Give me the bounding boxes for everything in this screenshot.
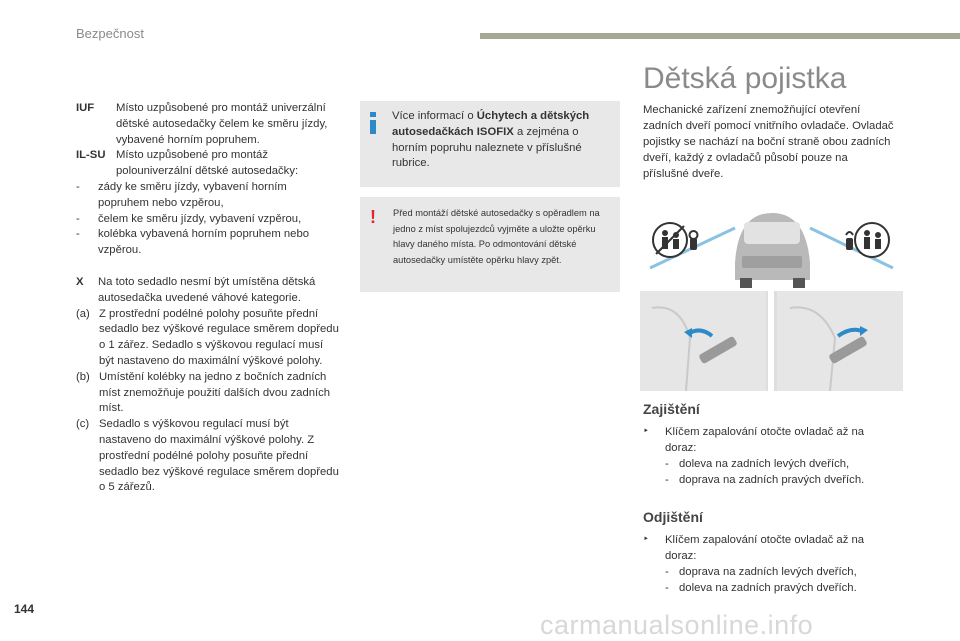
def-desc: Místo uzpůsobené pro montáž polouniverzální dětské autosedačky: xyxy=(116,149,299,178)
note-label: (a) xyxy=(76,307,90,320)
list-item: - doleva na zadních levých dveřích, xyxy=(643,456,893,472)
list-item: - doprava na zadních levých dveřích, xyxy=(643,564,893,580)
child-lock-locked-icon xyxy=(653,223,698,257)
bullet-icon: ‣ xyxy=(643,534,649,545)
warning-text: Před montáží dětské autosedačky s opěradlem na jedno z míst spolujezdců vyjměte a uložte opěrku hlavy daného místa. Po odmontování dětské autosedačky umístěte opěrku hlavy zpět. xyxy=(393,208,600,265)
note-c xyxy=(76,417,340,496)
list-item: - čelem ke směru jízdy, vybavení vzpěrou, xyxy=(76,212,340,228)
intro-text: Mechanické zařízení znemožňující otevření zadních dveří pomocí vnitřního ovladače. Ovladač pojistky se nachází na boční straně obou zadních dveří, každý z ovladačů působí pouze na příslušné dveře. xyxy=(643,104,894,180)
list-item-text: čelem ke směru jízdy, vybavení vzpěrou, xyxy=(98,212,302,225)
page-number: 144 xyxy=(14,602,35,616)
list-item xyxy=(643,532,893,564)
section-title: Bezpečnost xyxy=(76,26,144,41)
list-item xyxy=(643,424,893,456)
lock-title: Zajištění xyxy=(643,401,700,417)
list-item: - doleva na zadních pravých dveřích. xyxy=(643,580,893,596)
note-label: (c) xyxy=(76,418,90,431)
seat-legend xyxy=(76,101,340,496)
list-item-text: doprava na zadních pravých dveřích. xyxy=(679,474,865,486)
info-text: Více informací o Úchytech a dětských autosedačkách ISOFIX a zejména o horním popruhu naleznete v příslušné rubrice. xyxy=(392,110,590,170)
note-label: (b) xyxy=(76,370,90,383)
def-x xyxy=(76,275,340,307)
unlock-steps xyxy=(643,532,893,596)
list-item: - doprava na zadních pravých dveřích. xyxy=(643,472,893,488)
child-lock-unlocked-icon xyxy=(846,223,889,257)
info-box xyxy=(360,101,620,187)
def-desc: Na toto sedadlo nesmí být umístěna dětská autosedačka uvedené váhové kategorie. xyxy=(98,275,316,304)
page-title: Dětská pojistka xyxy=(643,62,847,95)
def-desc: Místo uzpůsobené pro montáž univerzální dětské autosedačky čelem ke směru jízdy, vybavené horním popruhem. xyxy=(116,102,328,146)
watermark: carmanualsonline.info xyxy=(540,610,814,640)
def-term: X xyxy=(76,275,84,288)
step-text: Klíčem zapalování otočte ovladač až na doraz: xyxy=(665,426,865,454)
list-item-text: zády ke směru jízdy, vybavení horním popruhem nebo vzpěrou, xyxy=(98,180,287,209)
car-rear-view-icon xyxy=(735,213,810,288)
unlock-title: Odjištění xyxy=(643,509,703,525)
lock-steps xyxy=(643,424,893,488)
bullet-icon: ‣ xyxy=(643,426,649,437)
info-icon xyxy=(369,112,377,134)
list-item-text: doleva na zadních levých dveřích, xyxy=(679,458,850,470)
list-item-text: doprava na zadních levých dveřích, xyxy=(679,566,857,578)
list-item-text: doleva na zadních pravých dveřích. xyxy=(679,582,857,594)
list-item: - kolébka vybavená horním popruhem nebo vzpěrou. xyxy=(76,227,340,259)
child-lock-illustration xyxy=(640,208,903,391)
list-item-text: kolébka vybavená horním popruhem nebo vzpěrou. xyxy=(98,228,310,257)
def-term: IL-SU xyxy=(76,149,106,162)
def-term: IUF xyxy=(76,102,95,114)
list-item: - zády ke směru jízdy, vybavení horním popruhem nebo vzpěrou, xyxy=(76,180,340,212)
note-text: Z prostřední podélné polohy posuňte přední sedadlo bez výškové regulace směrem dopředu o 1 zářez. Sedadlo s výškovou regulací musí být nastaveno do maximální výškové polohy. xyxy=(99,307,339,367)
def-iuf xyxy=(76,101,340,148)
note-text: Sedadlo s výškovou regulací musí být nastaveno do maximální výškové polohy. Z prostřední podélné polohy posuňte přední sedadlo bez výškové regulace směrem dopředu o 5 zářezů. xyxy=(99,418,339,494)
def-il-su xyxy=(76,148,340,180)
note-b xyxy=(76,370,340,417)
header-accent-bar xyxy=(480,33,960,39)
warning-icon: ! xyxy=(370,207,376,227)
step-text: Klíčem zapalování otočte ovladač až na doraz: xyxy=(665,534,865,562)
note-text: Umístění kolébky na jedno z bočních zadních míst znemožňuje použití dalších dvou zadních míst. xyxy=(99,370,331,415)
warning-box xyxy=(360,197,620,292)
note-a xyxy=(76,307,340,370)
